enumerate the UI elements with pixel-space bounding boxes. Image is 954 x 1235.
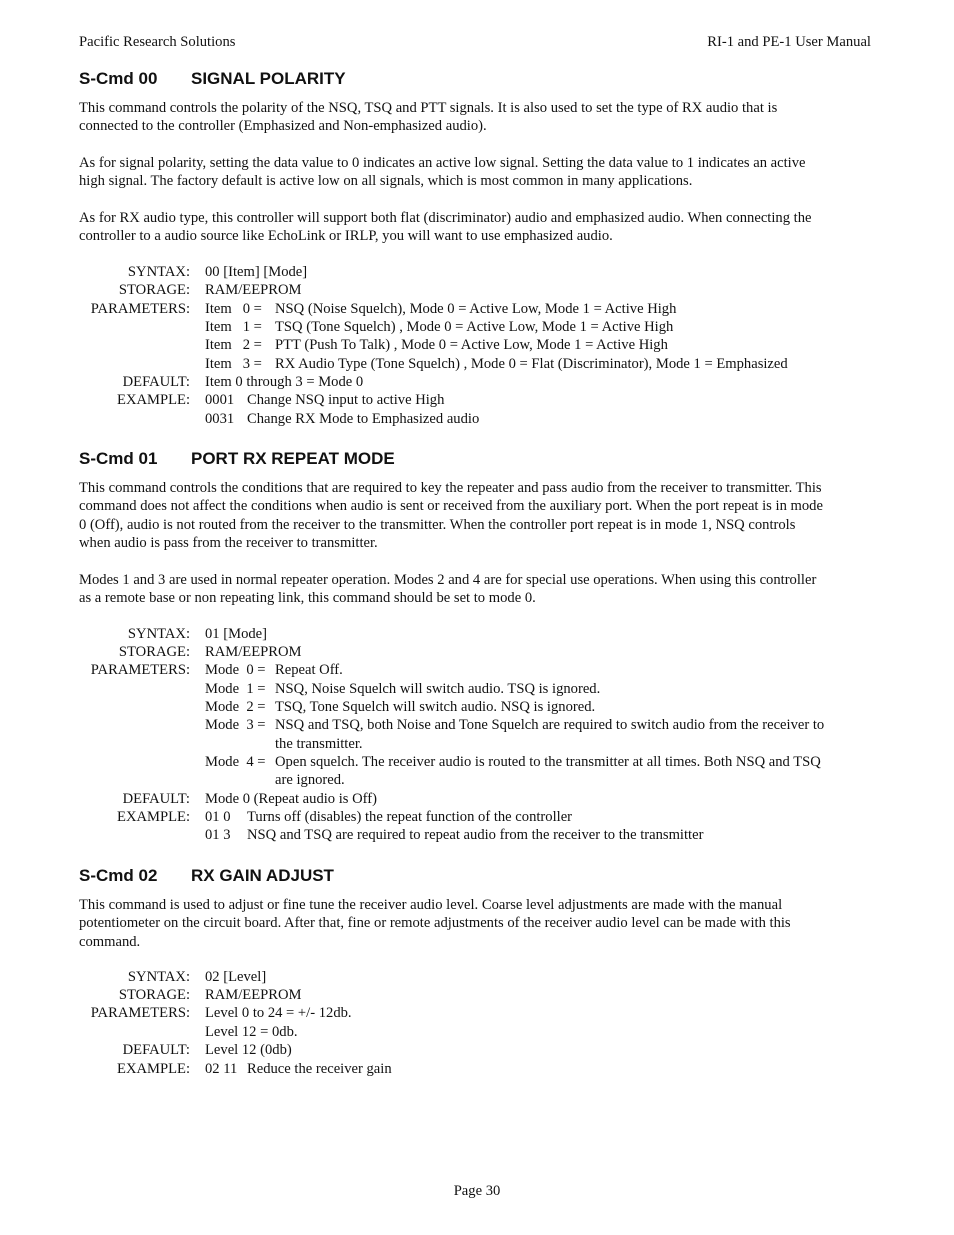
paragraph: Modes 1 and 3 are used in normal repeater operation. Modes 2 and 4 are for special use operations. When using this controller as a remote base or non repeating link, this command should be set to mode 0. [79, 572, 817, 607]
header-right: RI-1 and PE-1 User Manual [707, 34, 871, 50]
parameter-text: Repeat Off. [275, 662, 343, 678]
parameter-key: Mode 0 = [205, 662, 266, 678]
parameter-text: Level 0 to 24 = +/- 12db. [205, 1005, 352, 1021]
parameters-label: PARAMETERS: [90, 662, 190, 678]
syntax-label: SYNTAX: [127, 264, 190, 280]
paragraph: As for RX audio type, this controller will support both flat (discriminator) audio and emphasized audio. When connecting the controller to a audio source like EchoLink or IRLP, you will want to use emphasized audio. [79, 210, 812, 245]
syntax-value: 02 [Level] [205, 969, 267, 985]
page-number: Page 30 [453, 1183, 501, 1199]
parameter-text: TSQ, Tone Squelch will switch audio. NSQ is ignored. [275, 699, 596, 715]
section-title: SIGNAL POLARITY [191, 69, 346, 88]
parameter-text-continued: the transmitter. [275, 736, 363, 752]
parameter-key: Item 3 = [205, 356, 262, 372]
header-left: Pacific Research Solutions [79, 34, 236, 50]
parameter-key: Mode 1 = [205, 681, 266, 697]
storage-label: STORAGE: [118, 987, 190, 1003]
parameter-text: PTT (Push To Talk) , Mode 0 = Active Low, Mode 1 = Active High [275, 337, 668, 353]
example-text: Reduce the receiver gain [247, 1061, 392, 1077]
parameter-text: NSQ (Noise Squelch), Mode 0 = Active Low, Mode 1 = Active High [275, 301, 677, 317]
default-value: Level 12 (0db) [205, 1042, 292, 1058]
example-label: EXAMPLE: [117, 809, 190, 825]
storage-value: RAM/EEPROM [205, 987, 302, 1003]
paragraph: As for signal polarity, setting the data value to 0 indicates an active low signal. Setting the data value to 1 indicates an active high signal. The factory default is active low on all signals, which is most common in many applications. [79, 155, 806, 190]
storage-value: RAM/EEPROM [205, 644, 302, 660]
example-key: 0031 [205, 411, 235, 427]
storage-label: STORAGE: [118, 644, 190, 660]
parameter-text: NSQ and TSQ, both Noise and Tone Squelch are required to switch audio from the receiver to [275, 717, 825, 733]
syntax-value: 01 [Mode] [205, 626, 268, 642]
parameter-key: Mode 3 = [205, 717, 266, 733]
example-text: Turns off (disables) the repeat function of the controller [247, 809, 573, 825]
default-label: DEFAULT: [122, 791, 190, 807]
section-title: PORT RX REPEAT MODE [191, 449, 395, 468]
default-label: DEFAULT: [122, 374, 190, 390]
section-title: RX GAIN ADJUST [191, 866, 334, 885]
paragraph: This command controls the conditions that are required to key the repeater and pass audio from the receiver to transmitter. This command does not affect the conditions when audio is sent or received from the auxiliary port. When the port repeat is in mode 0 (Off), audio is not routed from the receiver to the transmitter. When the controller port repeat is in mode 1, NSQ controls when audio is pass from the receiver to transmitter. [79, 480, 823, 551]
storage-value: RAM/EEPROM [205, 282, 302, 298]
parameter-text: Level 12 = 0db. [205, 1024, 298, 1040]
paragraph: This command controls the polarity of the NSQ, TSQ and PTT signals. It is also used to set the type of RX audio that is connected to the controller (Emphasized and Non-emphasized audio). [79, 100, 778, 135]
default-value: Item 0 through 3 = Mode 0 [205, 374, 364, 390]
example-text: Change RX Mode to Emphasized audio [247, 411, 480, 427]
example-text: Change NSQ input to active High [247, 392, 445, 408]
section-heading-s-cmd-01 [79, 449, 395, 469]
syntax-value: 00 [Item] [Mode] [205, 264, 308, 280]
parameter-key: Mode 2 = [205, 699, 266, 715]
example-label: EXAMPLE: [117, 1061, 190, 1077]
section-heading-s-cmd-02 [79, 866, 334, 886]
parameter-text: NSQ, Noise Squelch will switch audio. TSQ is ignored. [275, 681, 601, 697]
paragraph: This command is used to adjust or fine tune the receiver audio level. Coarse level adjustments are made with the manual potentiometer on the circuit board. After that, fine or remote adjustments of the receiver audio level can be made with this command. [79, 897, 791, 950]
section-cmd: S-Cmd 02 [79, 866, 158, 885]
default-value: Mode 0 (Repeat audio is Off) [205, 791, 377, 807]
section-cmd: S-Cmd 00 [79, 69, 158, 88]
example-key: 01 0 [205, 809, 231, 825]
example-text: NSQ and TSQ are required to repeat audio from the receiver to the transmitter [247, 827, 704, 843]
example-key: 02 11 [205, 1061, 238, 1077]
parameter-text: TSQ (Tone Squelch) , Mode 0 = Active Low, Mode 1 = Active High [275, 319, 674, 335]
parameter-text: Open squelch. The receiver audio is routed to the transmitter at all times. Both NSQ and TSQ [275, 754, 821, 770]
parameter-key: Item 2 = [205, 337, 262, 353]
parameter-text-continued: are ignored. [275, 772, 345, 788]
example-key: 01 3 [205, 827, 231, 843]
section-cmd: S-Cmd 01 [79, 449, 158, 468]
syntax-label: SYNTAX: [127, 626, 190, 642]
parameter-key: Item 1 = [205, 319, 262, 335]
parameter-key: Item 0 = [205, 301, 262, 317]
section-heading-s-cmd-00 [79, 69, 346, 89]
parameters-label: PARAMETERS: [90, 1005, 190, 1021]
syntax-label: SYNTAX: [127, 969, 190, 985]
example-key: 0001 [205, 392, 235, 408]
parameter-key: Mode 4 = [205, 754, 266, 770]
parameter-text: RX Audio Type (Tone Squelch) , Mode 0 = Flat (Discriminator), Mode 1 = Emphasized [275, 356, 788, 372]
default-label: DEFAULT: [122, 1042, 190, 1058]
parameters-label: PARAMETERS: [90, 301, 190, 317]
example-label: EXAMPLE: [117, 392, 190, 408]
storage-label: STORAGE: [118, 282, 190, 298]
